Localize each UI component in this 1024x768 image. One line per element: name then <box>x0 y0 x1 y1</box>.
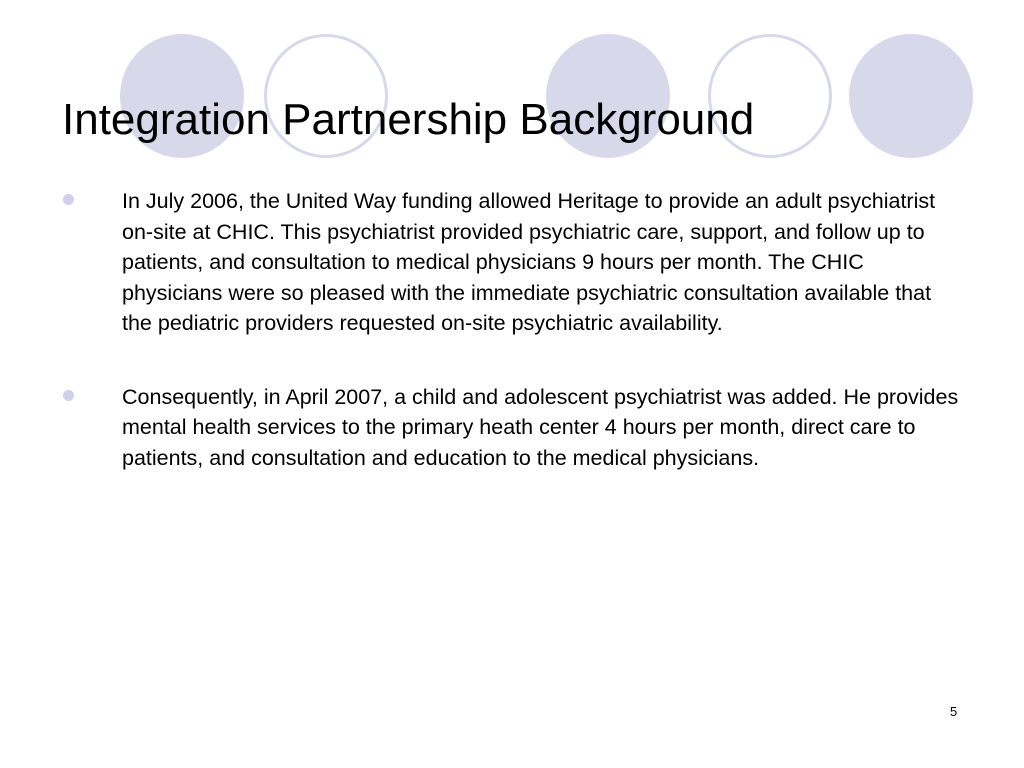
bullet-text: In July 2006, the United Way funding allowed Heritage to provide an adult psychiatrist on-site at CHIC. This psychiatrist provided psychiatric care, support, and follow up to patients, and consultation to medical physicians 9 hours per month. The CHIC physicians were so pleased with the immediate psychiatric consultation available that the pediatric providers requested on-site psychiatric availability. <box>122 189 936 335</box>
bullet-dot-icon <box>63 390 74 401</box>
bullet-item <box>60 382 960 474</box>
bullet-text: Consequently, in April 2007, a child and adolescent psychiatrist was added. He provides mental health services to the primary heath center 4 hours per month, direct care to patients, and consultation and education to the medical physicians. <box>122 384 959 470</box>
page-number: 5 <box>950 704 958 719</box>
decorative-circle-filled <box>849 34 973 158</box>
bullet-dot-icon <box>63 194 74 205</box>
bullet-list <box>60 186 960 473</box>
bullet-item <box>60 186 960 339</box>
slide-title: Integration Partnership Background <box>62 95 755 144</box>
